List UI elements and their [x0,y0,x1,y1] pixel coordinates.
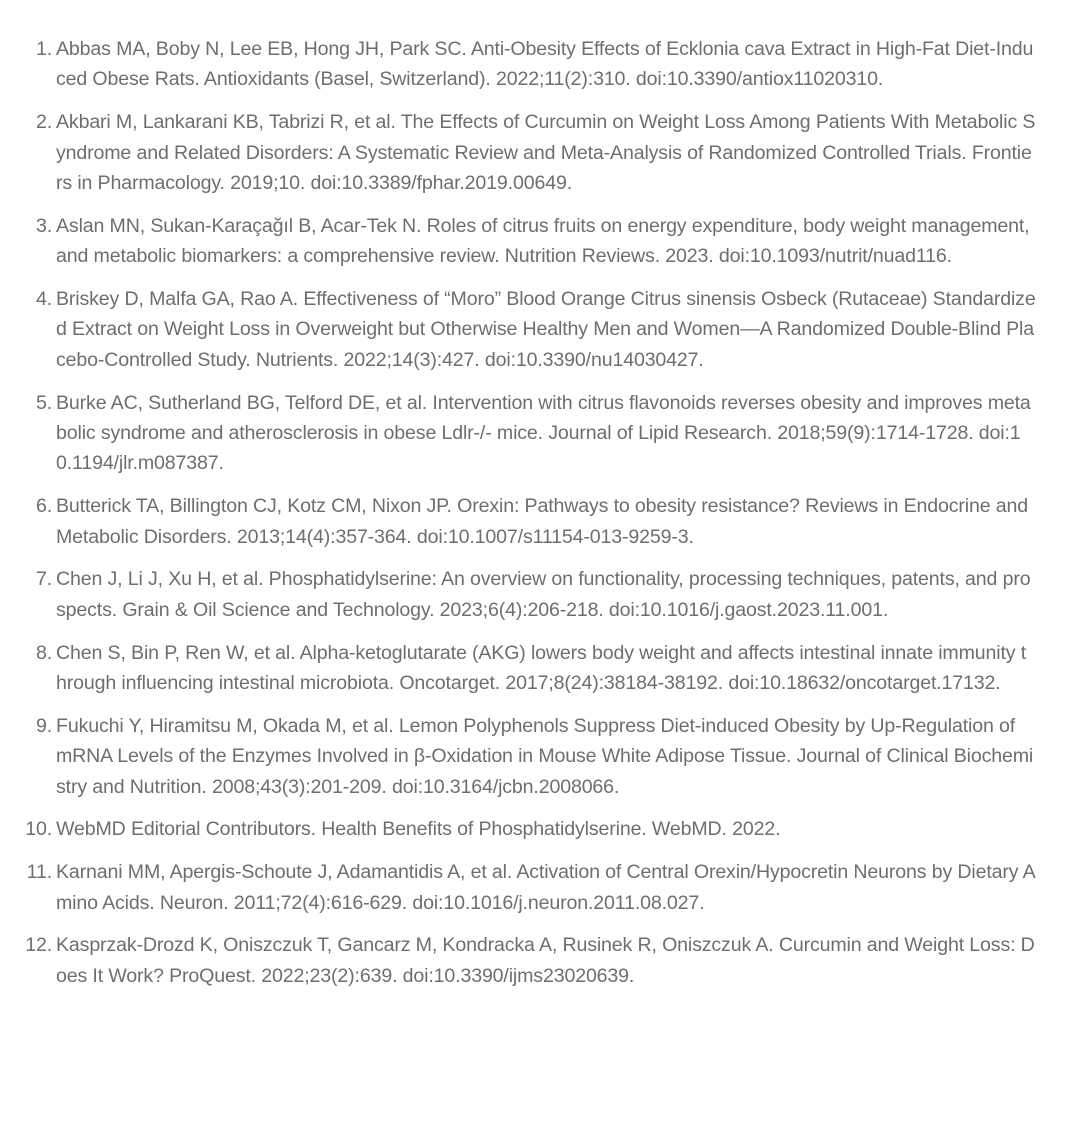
reference-item [0,857,1036,918]
reference-text: Kasprzak-Drozd K, Oniszczuk T, Gancarz M, Kondracka A, Rusinek R, Oniszczuk A. Curcumin and Weight Loss: Does It Work? ProQuest. 2022;23(2):639. doi:10.3390/ijms23020639. [56,934,1035,987]
reference-item [0,638,1036,699]
reference-item [0,211,1036,272]
reference-number: 1. [35,38,52,60]
reference-number: 5. [35,391,52,414]
reference-number: 12. [25,934,52,957]
reference-item [0,930,1036,991]
reference-item [0,491,1036,552]
reference-number: 3. [35,214,52,237]
reference-text: Fukuchi Y, Hiramitsu M, Okada M, et al. Lemon Polyphenols Suppress Diet-induced Obesity by Up-Regulation of mRNA Levels of the Enzymes Involved in β-Oxidation in Mouse White Adipose Tissue. Journal of Clinical Biochemistry and Nutrition. 2008;43(3):201-209. doi:10.3164/jcbn.2008066. [56,714,1034,798]
reference-text: Briskey D, Malfa GA, Rao A. Effectiveness of “Moro” Blood Orange Citrus sinensis Osbeck (Rutaceae) Standardized Extract on Weight Loss in Overweight but Otherwise Healthy Men and Women—A Randomized Double-Blind Placebo-Controlled Study. Nutrients. 2022;14(3):427. doi:10.3390/nu14030427. [56,288,1036,371]
reference-item [0,34,1036,95]
reference-text: WebMD Editorial Contributors. Health Benefits of Phosphatidylserine. WebMD. 2022. [56,818,781,841]
reference-item [0,388,1036,479]
reference-item [0,284,1036,375]
reference-item [0,711,1036,802]
reference-number: 9. [35,714,52,737]
reference-item [0,564,1036,625]
reference-text: Aslan MN, Sukan-Karaçağıl B, Acar-Tek N. Roles of citrus fruits on energy expenditure, body weight management, and metabolic biomarkers: a comprehensive review. Nutrition Reviews. 2023. doi:10.1093/nutrit/nuad116. [56,214,1030,268]
reference-number: 7. [35,568,52,591]
reference-item [0,814,1036,844]
reference-item [0,107,1036,198]
reference-number: 11. [26,861,52,884]
reference-number: 2. [35,111,52,134]
reference-number: 6. [35,495,52,518]
reference-number: 4. [35,288,52,311]
reference-text: Chen S, Bin P, Ren W, et al. Alpha-ketoglutarate (AKG) lowers body weight and affects intestinal innate immunity through influencing intestinal microbiota. Oncotarget. 2017;8(24):38184-38192. doi:10.18632/oncotarget.17132. [56,641,1027,695]
reference-text: Abbas MA, Boby N, Lee EB, Hong JH, Park SC. Anti-Obesity Effects of Ecklonia cava Extract in High-Fat Diet-Induced Obese Rats. Antioxidants (Basel, Switzerland). 2022;11(2):310. doi:10.3390/antiox11020310. [56,38,1034,91]
reference-text: Burke AC, Sutherland BG, Telford DE, et al. Intervention with citrus flavonoids reverses obesity and improves metabolic syndrome and atherosclerosis in obese Ldlr-/- mice. Journal of Lipid Research. 2018;59(9):1714-1728. doi:10.1194/jlr.m087387. [56,391,1031,475]
reference-text: Karnani MM, Apergis-Schoute J, Adamantidis A, et al. Activation of Central Orexin/Hypocretin Neurons by Dietary Amino Acids. Neuron. 2011;72(4):616-629. doi:10.1016/j.neuron.2011.08.027. [56,861,1036,914]
reference-text: Butterick TA, Billington CJ, Kotz CM, Nixon JP. Orexin: Pathways to obesity resistance? Reviews in Endocrine and Metabolic Disorders. 2013;14(4):357-364. doi:10.1007/s11154-013-9259-3. [56,495,1029,548]
reference-text: Chen J, Li J, Xu H, et al. Phosphatidylserine: An overview on functionality, processing techniques, patents, and prospects. Grain & Oil Science and Technology. 2023;6(4):206-218. doi:10.1016/j.gaost.2023.11.001. [56,568,1031,621]
reference-text: Akbari M, Lankarani KB, Tabrizi R, et al. The Effects of Curcumin on Weight Loss Among Patients With Metabolic Syndrome and Related Disorders: A Systematic Review and Meta-Analysis of Randomized Controlled Trials. Frontiers in Pharmacology. 2019;10. doi:10.3389/fphar.2019.00649. [56,111,1036,195]
reference-number: 8. [35,641,52,664]
reference-number: 10. [25,818,52,841]
